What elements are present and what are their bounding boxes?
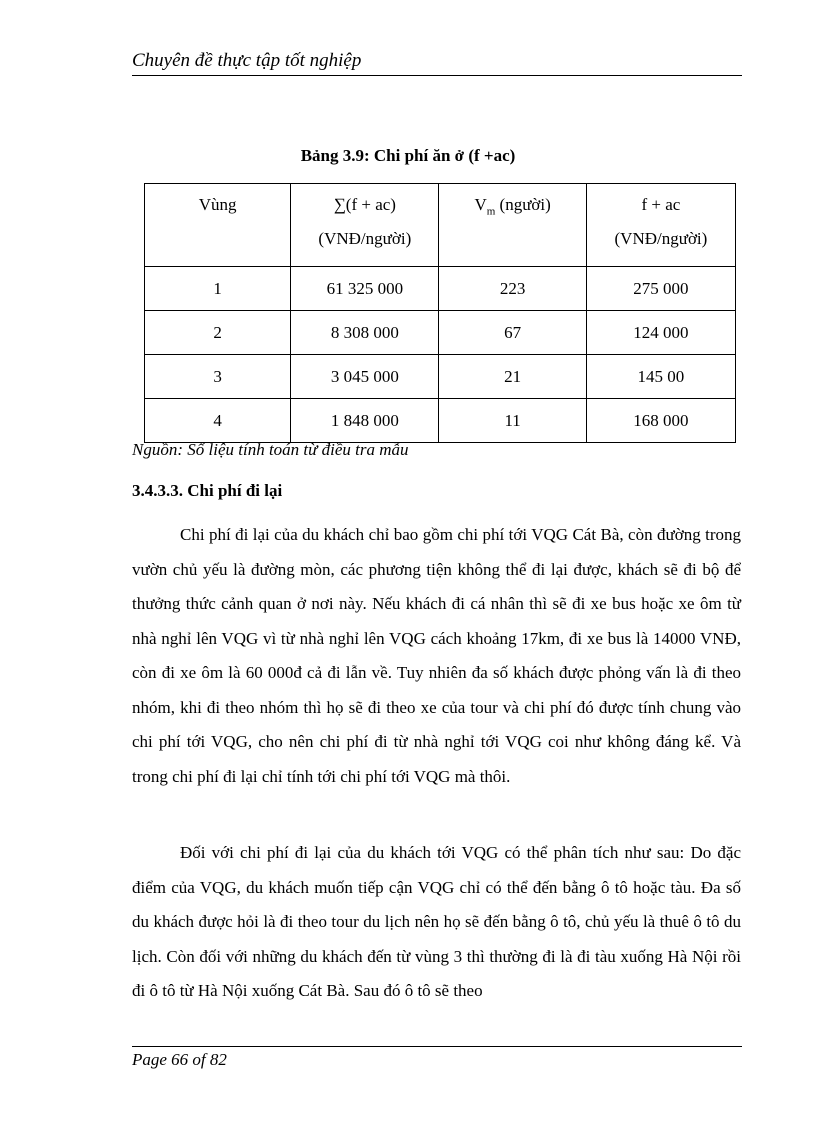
table-source-note: Nguồn: Số liệu tính toán từ điều tra mẫu: [132, 440, 409, 459]
cell-visitors: 223: [439, 267, 586, 311]
footer-divider: [132, 1046, 742, 1047]
cell-cost-per-person: 168 000: [586, 399, 735, 443]
header-region-label: Vùng: [198, 195, 237, 214]
table-row: [145, 267, 736, 311]
header-total-cost-label: ∑(f + ac): [333, 195, 396, 214]
header-cell-cost-per-person: [586, 184, 735, 267]
body-paragraph: Đối với chi phí đi lại của du khách tới VQG có thể phân tích như sau: Do đặc điểm của VQG, du khách muốn tiếp cận VQG chỉ có thể đến bằng ô tô hoặc tàu. Đa số du khách được hỏi là đi theo tour du lịch nên họ sẽ đến bằng ô tô, chủ yếu là thuê ô tô du lịch. Còn đối với những du khách đến từ vùng 3 thì thường đi là đi tàu xuống Hà Nội rồi đi ô tô từ Hà Nội xuống Cát Bà. Sau đó ô tô sẽ theo: [132, 843, 741, 1000]
cell-region: 2: [145, 311, 291, 355]
header-cell-region: [145, 184, 291, 267]
table-row: [145, 399, 736, 443]
header-visitors-label: $V_m$ (người): [474, 195, 551, 218]
header-cell-total-cost: [291, 184, 439, 267]
cell-visitors: 11: [439, 399, 586, 443]
table-row: [145, 311, 736, 355]
page-number: Page 66 of 82: [132, 1050, 227, 1069]
cell-region: 1: [145, 267, 291, 311]
section-heading: 3.4.3.3. Chi phí đi lại: [132, 481, 283, 500]
cell-cost-per-person: 124 000: [586, 311, 735, 355]
cost-table: [144, 183, 736, 443]
cell-total-cost: 1 848 000: [291, 399, 439, 443]
header-total-cost-unit: (VNĐ/người): [318, 229, 412, 248]
table-title: Bảng 3.9: Chi phí ăn ở (f +ac): [300, 146, 516, 165]
header-cell-visitors: [439, 184, 586, 267]
cell-total-cost: 8 308 000: [291, 311, 439, 355]
cell-cost-per-person: 145 00: [586, 355, 735, 399]
header-cost-per-person-unit: (VNĐ/người): [614, 229, 708, 248]
page-header: Chuyên đề thực tập tốt nghiệp: [132, 50, 742, 76]
cell-total-cost: 3 045 000: [291, 355, 439, 399]
body-paragraph: Chi phí đi lại của du khách chỉ bao gồm chi phí tới VQG Cát Bà, còn đường trong vườn chủ yếu là đường mòn, các phương tiện không thể đi lại được, khách sẽ đi bộ để thưởng thức cảnh quan ở nơi này. Nếu khách đi cá nhân thì sẽ đi xe bus hoặc xe ôm từ nhà nghỉ lên VQG vì từ nhà nghỉ lên VQG cách khoảng 17km, đi xe bus là 14000 VNĐ, còn đi xe ôm là 60 000đ cả đi lẫn về. Tuy nhiên đa số khách được phỏng vấn là đi theo nhóm, khi đi theo nhóm thì họ sẽ đi theo xe của tour và chi phí đó được tính chung vào chi phí tới VQG, cho nên chi phí đi từ nhà nghỉ tới VQG coi như không đáng kể. Và trong chi phí đi lại chỉ tính tới chi phí tới VQG mà thôi.: [132, 525, 741, 786]
header-cost-per-person-label: f + ac: [641, 195, 681, 214]
cell-cost-per-person: 275 000: [586, 267, 735, 311]
cell-region: 4: [145, 399, 291, 443]
cell-visitors: 21: [439, 355, 586, 399]
cell-total-cost: 61 325 000: [291, 267, 439, 311]
table-header-row: [145, 184, 736, 267]
cell-region: 3: [145, 355, 291, 399]
cell-visitors: 67: [439, 311, 586, 355]
table-row: [145, 355, 736, 399]
